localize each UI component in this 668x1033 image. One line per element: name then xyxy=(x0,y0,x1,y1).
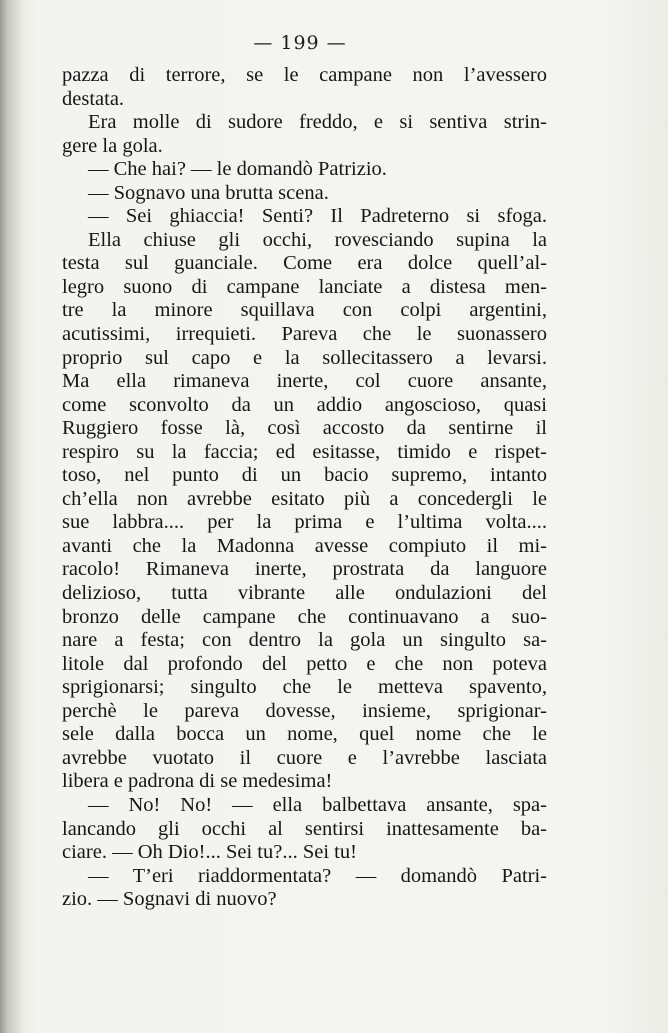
text-line: sue labbra.... per la prima e l’ultima volta.... xyxy=(62,511,547,534)
text-line: Era molle di sudore freddo, e si sentiva strin- xyxy=(88,111,547,134)
text-line: racolo! Rimaneva inerte, prostrata da languore xyxy=(62,558,547,581)
page-number: — 199 — xyxy=(253,32,347,54)
text-line: acutissimi, irrequieti. Pareva che le suonassero xyxy=(62,323,547,346)
text-line: libera e padrona di se medesima! xyxy=(62,770,333,793)
text-line: avanti che la Madonna avesse compiuto il mi- xyxy=(62,534,547,557)
text-line: gere la gola. xyxy=(62,134,163,157)
text-line: respiro su la faccia; ed esitasse, timido e rispet- xyxy=(62,440,547,463)
text-line: bronzo delle campane che continuavano a suo- xyxy=(62,605,547,628)
text-line: nare a festa; con dentro la gola un singulto sa- xyxy=(62,629,547,652)
text-line: — Sei ghiaccia! Senti? Il Padreterno si sfoga. xyxy=(88,205,547,228)
text-line: proprio sul capo e la sollecitassero a levarsi. xyxy=(62,346,547,369)
page-spine-shadow xyxy=(0,0,24,1033)
text-line: — Che hai? — le domandò Patrizio. xyxy=(88,158,387,181)
text-line: pazza di terrore, se le campane non l’avessero xyxy=(62,64,547,86)
text-line: come sconvolto da un addio angoscioso, quasi xyxy=(62,393,547,416)
text-line: ciare. — Oh Dio!... Sei tu?... Sei tu! xyxy=(62,841,357,864)
text-line: lancando gli occhi al sentirsi inattesamente ba- xyxy=(62,817,547,840)
text-line: sele dalla bocca un nome, quel nome che le xyxy=(62,723,547,746)
text-line: perchè le pareva dovesse, insieme, sprigionar- xyxy=(62,699,547,722)
text-line: sprigionarsi; singulto che le metteva spavento, xyxy=(62,676,547,699)
text-line: — T’eri riaddormentata? — domandò Patri- xyxy=(88,864,547,887)
text-line: legro suono di campane lanciate a distesa men- xyxy=(62,275,547,298)
text-line: ch’ella non avrebbe esitato più a concedergli le xyxy=(62,487,547,510)
body-text xyxy=(62,64,547,912)
text-line: zio. — Sognavi di nuovo? xyxy=(62,888,277,911)
text-line: Ma ella rimaneva inerte, col cuore ansante, xyxy=(62,370,547,393)
text-line: testa sul guanciale. Come era dolce quell’al- xyxy=(62,252,547,275)
text-line: Ruggiero fosse là, così accosto da sentirne il xyxy=(62,417,547,440)
text-line: Ella chiuse gli occhi, rovesciando supina la xyxy=(88,228,547,251)
text-line: — No! No! — ella balbettava ansante, spa- xyxy=(88,793,547,816)
text-line: litole dal profondo del petto e che non poteva xyxy=(62,652,547,675)
text-line: toso, nel punto di un bacio supremo, intanto xyxy=(62,464,547,487)
text-line: avrebbe vuotato il cuore e l’avrebbe lasciata xyxy=(62,746,547,769)
text-line: — Sognavo una brutta scena. xyxy=(88,181,329,204)
text-line: destata. xyxy=(62,87,125,110)
text-line: delizioso, tutta vibrante alle ondulazioni del xyxy=(62,582,547,605)
text-line: tre la minore squillava con colpi argentini, xyxy=(62,299,547,322)
